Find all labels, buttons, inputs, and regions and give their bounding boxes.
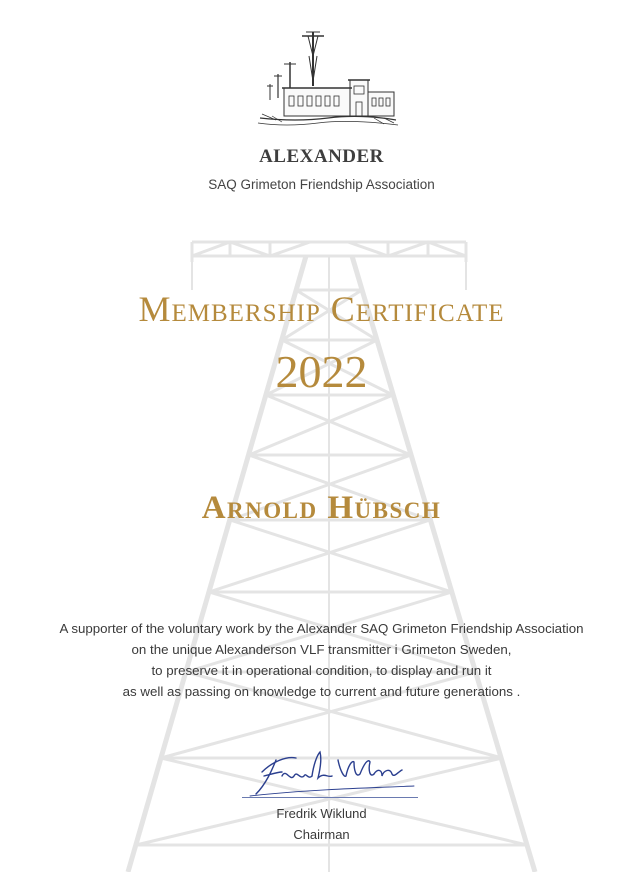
radio-station-icon <box>256 26 400 128</box>
signatory-role: Chairman <box>293 827 350 842</box>
signatory-name: Fredrik Wiklund <box>276 806 367 821</box>
certificate-year: 2022 <box>275 346 368 397</box>
description-line: as well as passing on knowledge to current and future generations . <box>122 684 521 699</box>
signature-line <box>242 797 418 798</box>
certificate-title: Membership Certificate <box>138 289 505 329</box>
description-line: to preserve it in operational condition, to display and run it <box>151 663 492 678</box>
organization-name: ALEXANDER <box>259 146 384 167</box>
member-name: Arnold Hübsch <box>201 490 442 526</box>
certificate-description <box>20 618 623 702</box>
organization-subtitle: SAQ Grimeton Friendship Association <box>208 177 435 192</box>
signature-icon <box>242 742 418 800</box>
description-line: A supporter of the voluntary work by the Alexander SAQ Grimeton Friendship Association <box>59 621 584 636</box>
description-line: on the unique Alexanderson VLF transmitter i Grimeton Sweden, <box>131 642 512 657</box>
